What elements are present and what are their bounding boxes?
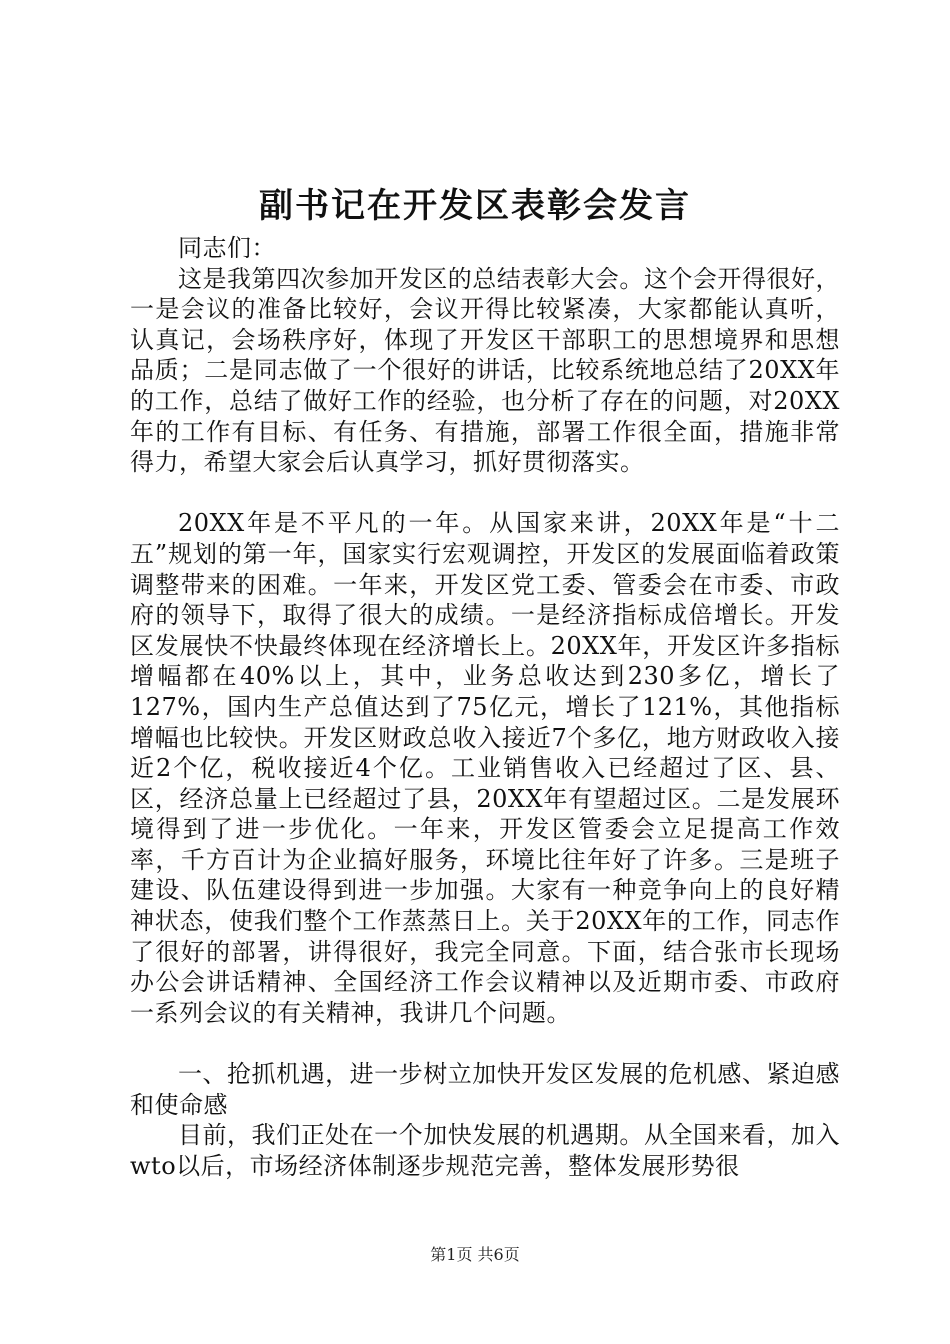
document-body xyxy=(130,233,840,1181)
section-heading-1: 一、抢抓机遇，进一步树立加快开发区发展的危机感、紧迫感和使命感 xyxy=(130,1060,840,1119)
paragraph-intro: 这是我第四次参加开发区的总结表彰大会。这个会开得很好，一是会议的准备比较好，会议开得比较紧凑，大家都能认真听，认真记，会场秩序好，体现了开发区干部职工的思想境界和思想品质；二是同志做了一个很好的讲话，比较系统地总结了20XX年的工作，总结了做好工作的经验，也分析了存在的问题，对20XX年的工作有目标、有任务、有措施，部署工作很全面，措施非常得力，希望大家会后认真学习，抓好贯彻落实。 xyxy=(130,264,840,477)
paragraph-gap xyxy=(130,1028,840,1059)
document-title: 副书记在开发区表彰会发言 xyxy=(259,186,691,226)
paragraph-year-review: 20XX年是不平凡的一年。从国家来讲，20XX年是“十二五”规划的第一年，国家实行宏观调控，开发区的发展面临着政策调整带来的困难。一年来，开发区党工委、管委会在市委、市政府的领导下，取得了很大的成绩。一是经济指标成倍增长。开发区发展快不快最终体现在经济增长上。20XX年，开发区许多指标增幅都在40%以上，其中，业务总收达到230多亿，增长了127%，国内生产总值达到了75亿元，增长了121%，其他指标增幅也比较快。开发区财政总收入接近7个多亿，地方财政收入接近2个亿，税收接近4个亿。工业销售收入已经超过了区、县、区，经济总量上已经超过了县，20XX年有望超过区。二是发展环境得到了进一步优化。一年来，开发区管委会立足提高工作效率，千方百计为企业搞好服务，环境比往年好了许多。三是班子建设、队伍建设得到进一步加强。大家有一种竞争向上的良好精神状态，使我们整个工作蒸蒸日上。关于20XX年的工作，同志作了很好的部署，讲得很好，我完全同意。下面，结合张市长现场办公会讲话精神、全国经济工作会议精神以及近期市委、市政府一系列会议的有关精神，我讲几个问题。 xyxy=(130,509,840,1027)
paragraph-opportunity: 目前，我们正处在一个加快发展的机遇期。从全国来看，加入wto以后，市场经济体制逐步规范完善，整体发展形势很 xyxy=(130,1121,840,1180)
paragraph-gap xyxy=(130,478,840,509)
page-footer: 第1页 共6页 xyxy=(430,1245,520,1264)
salutation: 同志们： xyxy=(178,234,276,262)
